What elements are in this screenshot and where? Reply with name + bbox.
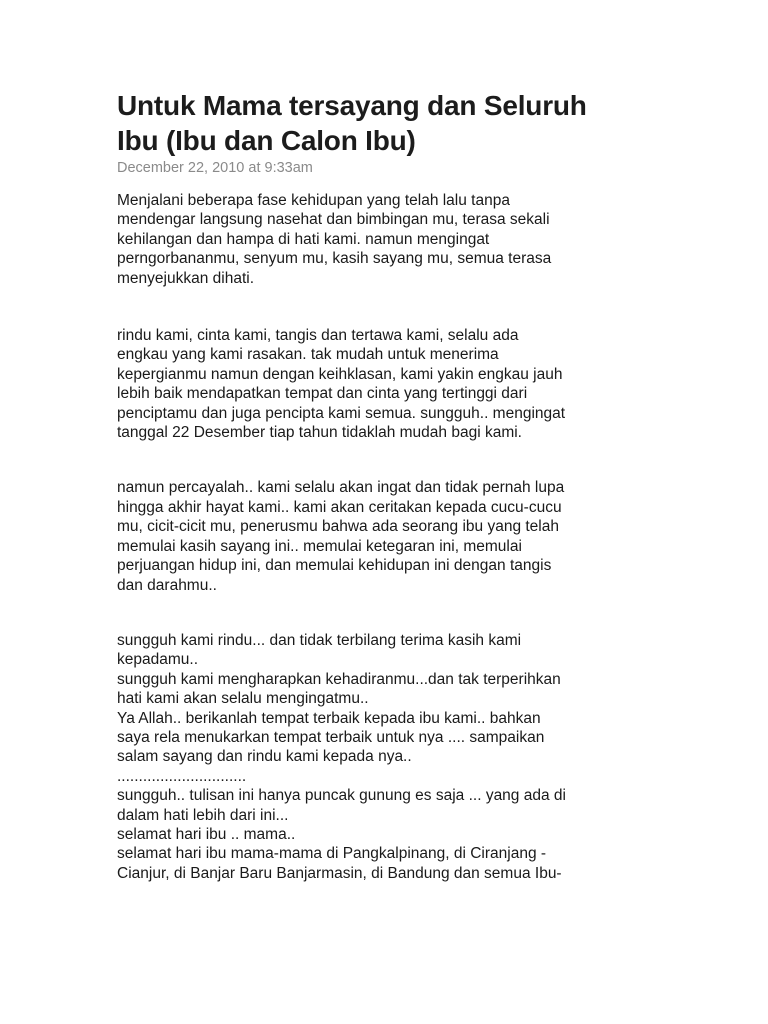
text-line: penciptamu dan juga pencipta kami semua. sungguh.. mengingat <box>117 404 566 422</box>
paragraph-spacer <box>117 288 657 326</box>
text-line: perngorbananmu, senyum mu, kasih sayang mu, semua terasa <box>117 250 552 268</box>
text-line: memulai kasih sayang ini.. memulai ketegaran ini, memulai <box>117 537 522 555</box>
text-line: mu, cicit-cicit mu, penerusmu bahwa ada seorang ibu yang telah <box>117 518 559 536</box>
post-date: December 22, 2010 at 9:33am <box>117 160 313 176</box>
text-line: Cianjur, di Banjar Baru Banjarmasin, di Bandung dan semua Ibu- <box>117 864 562 882</box>
text-line: engkau yang kami rasakan. tak mudah untuk menerima <box>117 346 499 364</box>
text-line: lebih baik mendapatkan tempat dan cinta yang tertinggi dari <box>117 385 528 403</box>
text-line: dalam hati lebih dari ini... <box>117 806 289 824</box>
text-line: dan darahmu.. <box>117 576 217 594</box>
paragraph-1 <box>117 191 657 288</box>
text-line: saya rela menukarkan tempat terbaik untuk nya .... sampaikan <box>117 728 545 746</box>
title-line: Ibu (Ibu dan Calon Ibu) <box>117 125 416 156</box>
text-line: hingga akhir hayat kami.. kami akan ceritakan kepada cucu-cucu <box>117 498 562 516</box>
text-line: sungguh kami mengharapkan kehadiranmu...dan tak terperihkan <box>117 670 561 688</box>
text-line: mendengar langsung nasehat dan bimbingan mu, terasa sekali <box>117 211 550 229</box>
paragraph-3 <box>117 478 657 594</box>
text-line: kehilangan dan hampa di hati kami. namun mengingat <box>117 230 490 248</box>
text-line: hati kami akan selalu mengingatmu.. <box>117 690 369 708</box>
text-line: selamat hari ibu mama-mama di Pangkalpinang, di Ciranjang - <box>117 845 547 863</box>
text-line: selamat hari ibu .. mama.. <box>117 825 296 843</box>
text-line: tanggal 22 Desember tiap tahun tidaklah mudah bagi kami. <box>117 424 522 442</box>
title-line: Untuk Mama tersayang dan Seluruh <box>117 90 587 121</box>
text-line: perjuangan hidup ini, dan memulai kehidupan ini dengan tangis <box>117 557 552 575</box>
paragraph-4 <box>117 631 657 883</box>
article-title <box>117 88 657 158</box>
text-line: sungguh.. tulisan ini hanya puncak gunung es saja ... yang ada di <box>117 787 566 805</box>
text-line: Menjalani beberapa fase kehidupan yang telah lalu tanpa <box>117 192 510 209</box>
text-line: kepergianmu namun dengan keihklasan, kami yakin engkau jauh <box>117 365 563 383</box>
text-line: menyejukkan dihati. <box>117 269 254 287</box>
text-line: sungguh kami rindu... dan tidak terbilang terima kasih kami <box>117 631 522 649</box>
article <box>117 88 657 883</box>
text-line: Ya Allah.. berikanlah tempat terbaik kepada ibu kami.. bahkan <box>117 709 541 727</box>
text-line: .............................. <box>117 767 247 785</box>
paragraph-spacer <box>117 442 657 478</box>
text-line: kepadamu.. <box>117 651 198 669</box>
paragraph-2 <box>117 326 657 442</box>
paragraph-spacer <box>117 595 657 631</box>
text-line: salam sayang dan rindu kami kepada nya.. <box>117 748 412 766</box>
text-line: namun percayalah.. kami selalu akan ingat dan tidak pernah lupa <box>117 479 565 497</box>
text-line: rindu kami, cinta kami, tangis dan tertawa kami, selalu ada <box>117 327 519 345</box>
